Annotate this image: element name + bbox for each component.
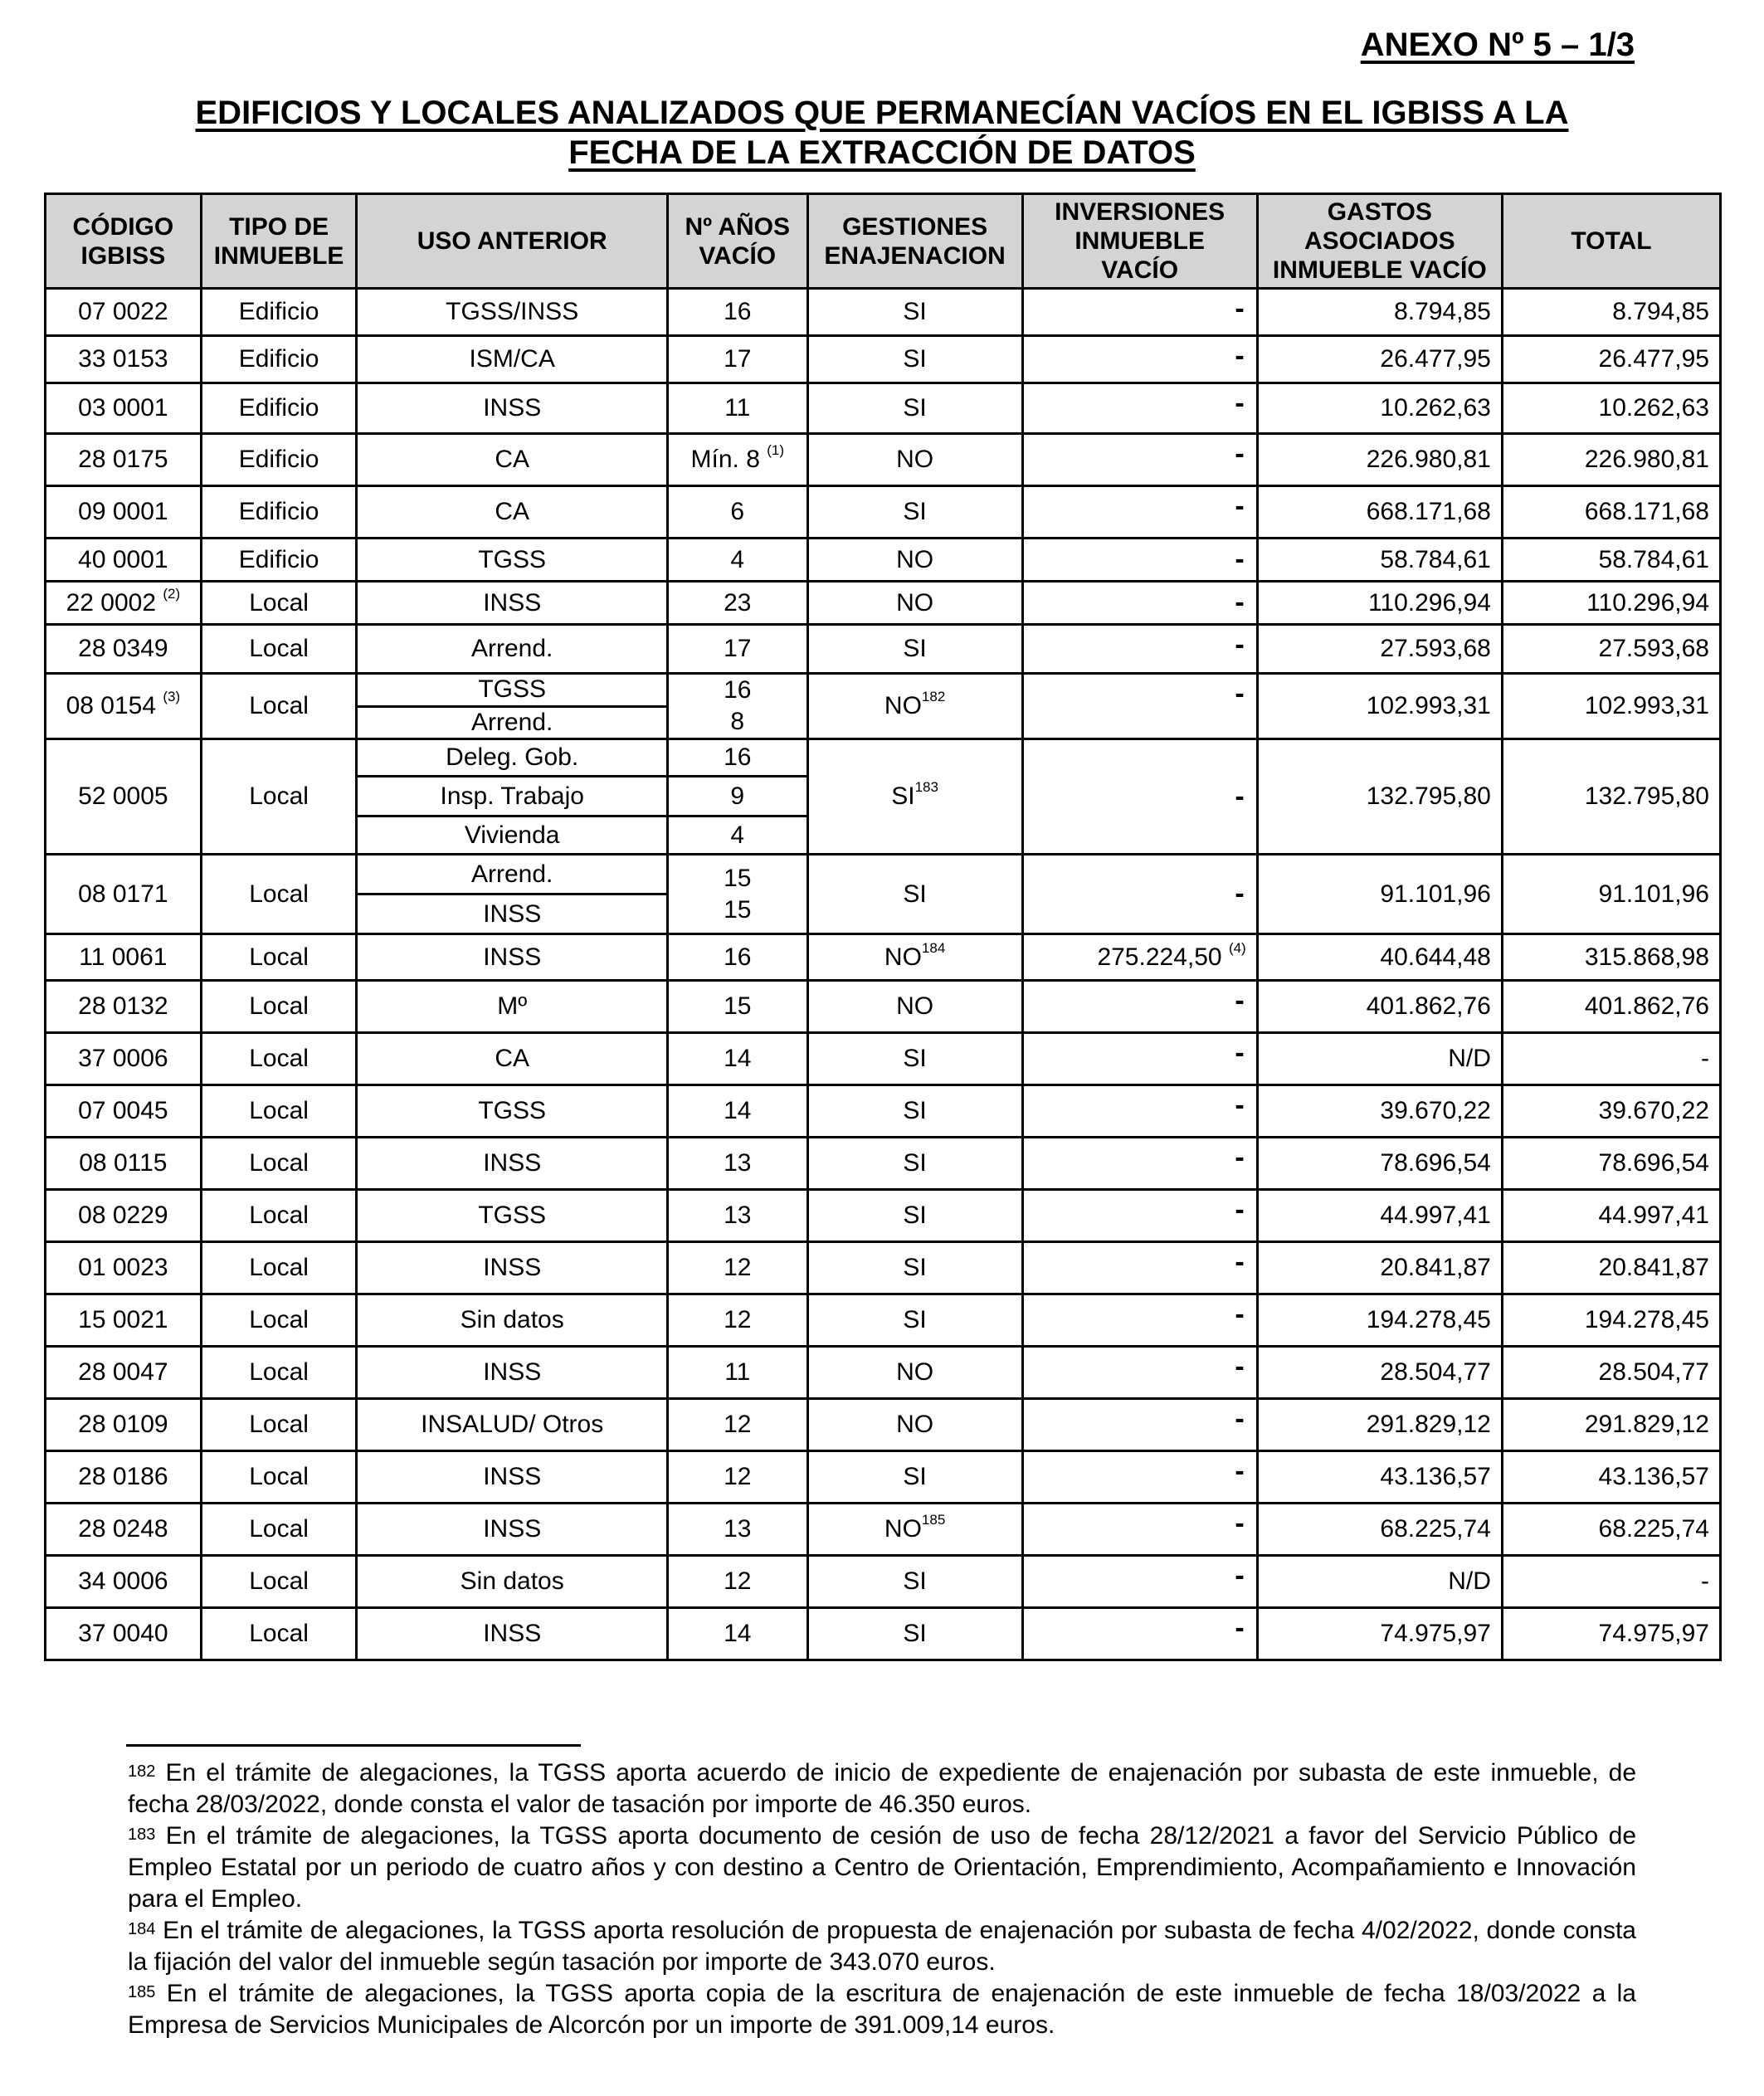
cell-gestiones: SI — [807, 336, 1022, 383]
cell-uso: CA — [357, 1033, 667, 1085]
cell-total: 28.504,77 — [1502, 1347, 1720, 1399]
table-row — [46, 582, 1721, 625]
footnote-ref: 185 — [921, 1512, 946, 1528]
cell-inversiones: - — [1022, 383, 1257, 434]
cell-tipo: Local — [201, 582, 357, 625]
cell-codigo: 28 0349 — [46, 625, 202, 674]
cell-tipo: Local — [201, 1556, 357, 1608]
cell-codigo: 09 0001 — [46, 486, 202, 539]
cell-codigo: 03 0001 — [46, 383, 202, 434]
cell-anos: 16 — [667, 289, 807, 336]
header-total: TOTAL — [1502, 194, 1720, 289]
cell-gastos: 26.477,95 — [1257, 336, 1502, 383]
cell-anos: 14 — [667, 1608, 807, 1660]
cell-uso: INSS — [357, 1608, 667, 1660]
table-row — [46, 289, 1721, 336]
footnote-183: $^{183}$ En el trámite de alegaciones, la TGSS aporta documento de cesión de uso de fecha 28/12/2021 a favor del Servicio Público de Empleo Estatal por un periodo de cuatro años y con destino a Centro de Orientación, Emprendimiento, Acompañamiento e Innovación para el Empleo. — [128, 1822, 1636, 1913]
cell-total: 91.101,96 — [1502, 855, 1720, 934]
cell-tipo: Local — [201, 1608, 357, 1660]
cell-anos: 13 — [667, 1138, 807, 1190]
header-gastos: GASTOS ASOCIADOS INMUEBLE VACÍO — [1257, 194, 1502, 289]
footnote-ref: (2) — [163, 585, 181, 602]
cell-gastos: 10.262,63 — [1257, 383, 1502, 434]
cell-uso: Arrend. — [357, 625, 667, 674]
cell-tipo: Local — [201, 739, 357, 855]
table-row — [46, 855, 1721, 894]
cell-inversiones: 275.224,50 $^{(4)}$ — [1022, 934, 1257, 981]
annex-label: ANEXO Nº 5 – 1/3 — [1360, 27, 1635, 63]
cell-codigo: 33 0153 — [46, 336, 202, 383]
cell-gastos: N/D — [1257, 1033, 1502, 1085]
table-row — [46, 1556, 1721, 1608]
cell-codigo: 15 0021 — [46, 1294, 202, 1347]
cell-anos: 12 — [667, 1556, 807, 1608]
header-anos: Nº AÑOS VACÍO — [667, 194, 807, 289]
cell-uso: TGSS — [357, 1190, 667, 1242]
cell-codigo: 28 0047 — [46, 1347, 202, 1399]
cell-codigo: 07 0045 — [46, 1085, 202, 1138]
cell-gastos: 226.980,81 — [1257, 434, 1502, 486]
cell-inversiones: - — [1022, 1399, 1257, 1451]
cell-gestiones: SI — [807, 625, 1022, 674]
cell-gastos: 291.829,12 — [1257, 1399, 1502, 1451]
cell-anos: 16 8 — [667, 674, 807, 739]
cell-inversiones: - — [1022, 336, 1257, 383]
cell-total: 44.997,41 — [1502, 1190, 1720, 1242]
cell-tipo: Local — [201, 855, 357, 934]
cell-inversiones: - — [1022, 539, 1257, 582]
cell-total: 401.862,76 — [1502, 981, 1720, 1033]
footnote-ref: (1) — [767, 442, 785, 458]
cell-gestiones: SI — [807, 855, 1022, 934]
cell-uso: INSS — [357, 383, 667, 434]
cell-gestiones: NO — [807, 434, 1022, 486]
cell-anos: 6 — [667, 486, 807, 539]
cell-inversiones: - — [1022, 289, 1257, 336]
cell-total: 102.993,31 — [1502, 674, 1720, 739]
cell-uso: TGSS/INSS — [357, 289, 667, 336]
cell-uso: TGSS — [357, 1085, 667, 1138]
cell-anos: 13 — [667, 1504, 807, 1556]
header-tipo: TIPO DE INMUEBLE — [201, 194, 357, 289]
table-row — [46, 434, 1721, 486]
cell-codigo: 34 0006 — [46, 1556, 202, 1608]
cell-uso: CA — [357, 486, 667, 539]
cell-uso: INSS — [357, 934, 667, 981]
cell-tipo: Edificio — [201, 539, 357, 582]
table-row — [46, 1608, 1721, 1660]
table-row — [46, 674, 1721, 707]
cell-tipo: Edificio — [201, 486, 357, 539]
cell-tipo: Local — [201, 1399, 357, 1451]
cell-total: 58.784,61 — [1502, 539, 1720, 582]
cell-uso: TGSS — [357, 674, 667, 707]
cell-codigo: 28 0175 — [46, 434, 202, 486]
cell-gastos: 110.296,94 — [1257, 582, 1502, 625]
cell-gastos: 8.794,85 — [1257, 289, 1502, 336]
table-row — [46, 1294, 1721, 1347]
cell-inversiones: - — [1022, 1504, 1257, 1556]
cell-tipo: Edificio — [201, 383, 357, 434]
cell-codigo: 37 0006 — [46, 1033, 202, 1085]
cell-total: - — [1502, 1556, 1720, 1608]
cell-gastos: 68.225,74 — [1257, 1504, 1502, 1556]
table-row — [46, 1242, 1721, 1294]
cell-anos: 17 — [667, 625, 807, 674]
cell-total: 68.225,74 — [1502, 1504, 1720, 1556]
cell-anos: 12 — [667, 1294, 807, 1347]
header-row — [46, 194, 1721, 289]
cell-total: 668.171,68 — [1502, 486, 1720, 539]
cell-anos: 14 — [667, 1085, 807, 1138]
cell-total: 132.795,80 — [1502, 739, 1720, 855]
cell-gastos: 102.993,31 — [1257, 674, 1502, 739]
cell-gastos: 39.670,22 — [1257, 1085, 1502, 1138]
cell-gestiones: SI — [807, 1451, 1022, 1504]
cell-tipo: Local — [201, 1138, 357, 1190]
footnotes — [128, 1757, 1636, 2041]
cell-total: 291.829,12 — [1502, 1399, 1720, 1451]
cell-uso: Vivienda — [357, 816, 667, 855]
cell-anos: 16 — [667, 739, 807, 777]
table-row — [46, 539, 1721, 582]
cell-tipo: Local — [201, 1451, 357, 1504]
footnote-ref: (3) — [163, 689, 181, 704]
footnote-ref: 182 — [921, 689, 946, 704]
cell-total: 20.841,87 — [1502, 1242, 1720, 1294]
cell-tipo: Local — [201, 934, 357, 981]
cell-inversiones: - — [1022, 1451, 1257, 1504]
cell-gastos: 132.795,80 — [1257, 739, 1502, 855]
cell-total: 43.136,57 — [1502, 1451, 1720, 1504]
cell-tipo: Local — [201, 1347, 357, 1399]
cell-total: 74.975,97 — [1502, 1608, 1720, 1660]
cell-codigo: 11 0061 — [46, 934, 202, 981]
cell-gastos: 401.862,76 — [1257, 981, 1502, 1033]
cell-tipo: Local — [201, 1242, 357, 1294]
cell-codigo: 52 0005 — [46, 739, 202, 855]
table-row — [46, 625, 1721, 674]
header-uso: USO ANTERIOR — [357, 194, 667, 289]
cell-anos: 11 — [667, 1347, 807, 1399]
cell-anos: 17 — [667, 336, 807, 383]
cell-codigo: 28 0248 — [46, 1504, 202, 1556]
table-row — [46, 1347, 1721, 1399]
footnote-ref: 183 — [914, 779, 938, 795]
footnote-rule — [126, 1744, 581, 1747]
page-title — [116, 93, 1648, 173]
cell-total: 39.670,22 — [1502, 1085, 1720, 1138]
cell-anos: 11 — [667, 383, 807, 434]
cell-gastos: 43.136,57 — [1257, 1451, 1502, 1504]
cell-codigo: 08 0171 — [46, 855, 202, 934]
cell-anos: 23 — [667, 582, 807, 625]
cell-anos: 13 — [667, 1190, 807, 1242]
table-row — [46, 1138, 1721, 1190]
cell-uso: Arrend. — [357, 855, 667, 894]
footnote-ref: (4) — [1228, 939, 1246, 956]
cell-inversiones: - — [1022, 625, 1257, 674]
cell-uso: Arrend. — [357, 706, 667, 739]
cell-gestiones: NO — [807, 981, 1022, 1033]
cell-uso: ISM/CA — [357, 336, 667, 383]
cell-uso: INSS — [357, 1504, 667, 1556]
cell-gestiones: SI — [807, 1085, 1022, 1138]
cell-inversiones: - — [1022, 486, 1257, 539]
table-row — [46, 1504, 1721, 1556]
cell-total: - — [1502, 1033, 1720, 1085]
cell-gestiones: SI — [807, 1190, 1022, 1242]
cell-tipo: Edificio — [201, 289, 357, 336]
cell-uso: Mº — [357, 981, 667, 1033]
table-row — [46, 336, 1721, 383]
cell-uso: INSS — [357, 1347, 667, 1399]
cell-gestiones: SI — [807, 1294, 1022, 1347]
cell-tipo: Edificio — [201, 336, 357, 383]
cell-total: 194.278,45 — [1502, 1294, 1720, 1347]
cell-inversiones: - — [1022, 1085, 1257, 1138]
cell-anos: 16 — [667, 934, 807, 981]
cell-total: 8.794,85 — [1502, 289, 1720, 336]
cell-inversiones: - — [1022, 1033, 1257, 1085]
header-codigo: CÓDIGO IGBISS — [46, 194, 202, 289]
header-gestiones: GESTIONES ENAJENACION — [807, 194, 1022, 289]
cell-gastos: 78.696,54 — [1257, 1138, 1502, 1190]
cell-gestiones: NO$^{185}$ — [807, 1504, 1022, 1556]
cell-codigo: 37 0040 — [46, 1608, 202, 1660]
table-row — [46, 739, 1721, 777]
cell-anos: 4 — [667, 539, 807, 582]
cell-gestiones: NO$^{184}$ — [807, 934, 1022, 981]
cell-uso: Deleg. Gob. — [357, 739, 667, 777]
header-inversiones: INVERSIONES INMUEBLE VACÍO — [1022, 194, 1257, 289]
buildings-table — [44, 193, 1722, 1661]
cell-gastos: 668.171,68 — [1257, 486, 1502, 539]
title-line-1: EDIFICIOS Y LOCALES ANALIZADOS QUE PERMANECÍAN VACÍOS EN EL IGBISS A LA — [195, 95, 1569, 131]
footnote-ref: 184 — [921, 939, 946, 956]
cell-uso: Sin datos — [357, 1294, 667, 1347]
cell-gastos: 194.278,45 — [1257, 1294, 1502, 1347]
cell-inversiones: - — [1022, 739, 1257, 855]
cell-anos: 14 — [667, 1033, 807, 1085]
cell-codigo: 01 0023 — [46, 1242, 202, 1294]
cell-tipo: Local — [201, 1294, 357, 1347]
table-row — [46, 383, 1721, 434]
cell-inversiones: - — [1022, 582, 1257, 625]
table-row — [46, 1399, 1721, 1451]
cell-total: 110.296,94 — [1502, 582, 1720, 625]
cell-codigo: 28 0132 — [46, 981, 202, 1033]
cell-codigo: 08 0154 $^{(3)}$ — [46, 674, 202, 739]
cell-codigo: 28 0186 — [46, 1451, 202, 1504]
cell-total: 315.868,98 — [1502, 934, 1720, 981]
title-line-2: FECHA DE LA EXTRACCIÓN DE DATOS — [568, 134, 1196, 171]
cell-total: 26.477,95 — [1502, 336, 1720, 383]
table-row — [46, 1033, 1721, 1085]
cell-total: 10.262,63 — [1502, 383, 1720, 434]
cell-gestiones: SI — [807, 1608, 1022, 1660]
cell-uso: INSS — [357, 1451, 667, 1504]
footnote-185: $^{185}$ En el trámite de alegaciones, la TGSS aporta copia de la escritura de enajenación de este inmueble de fecha 18/03/2022 a la Empresa de Servicios Municipales de Alcorcón por un importe de 391.009,14 euros. — [128, 1980, 1636, 2039]
cell-codigo: 40 0001 — [46, 539, 202, 582]
cell-gestiones: SI — [807, 1242, 1022, 1294]
cell-gestiones: SI — [807, 1033, 1022, 1085]
cell-uso: TGSS — [357, 539, 667, 582]
cell-inversiones: - — [1022, 1138, 1257, 1190]
cell-codigo: 07 0022 — [46, 289, 202, 336]
cell-gestiones: SI — [807, 289, 1022, 336]
table-row — [46, 1190, 1721, 1242]
cell-uso: INSS — [357, 582, 667, 625]
cell-gestiones: SI — [807, 1556, 1022, 1608]
cell-inversiones: - — [1022, 981, 1257, 1033]
cell-tipo: Local — [201, 1033, 357, 1085]
cell-gestiones: SI — [807, 1138, 1022, 1190]
cell-inversiones: - — [1022, 434, 1257, 486]
cell-uso: Insp. Trabajo — [357, 777, 667, 816]
cell-anos: 12 — [667, 1399, 807, 1451]
cell-gestiones: NO — [807, 539, 1022, 582]
footnote-182: $^{182}$ En el trámite de alegaciones, la TGSS aporta acuerdo de inicio de expediente de enajenación por subasta de este inmueble, de fecha 28/03/2022, donde consta el valor de tasación por importe de 46.350 euros. — [128, 1759, 1636, 1818]
cell-inversiones: - — [1022, 1608, 1257, 1660]
cell-tipo: Local — [201, 625, 357, 674]
footnote-184: $^{184}$ En el trámite de alegaciones, la TGSS aporta resolución de propuesta de enajenación por subasta de fecha 4/02/2022, donde consta la fijación del valor del inmueble según tasación por importe de 343.070 euros. — [128, 1917, 1636, 1976]
cell-gastos: 91.101,96 — [1257, 855, 1502, 934]
cell-inversiones: - — [1022, 1556, 1257, 1608]
cell-gastos: 58.784,61 — [1257, 539, 1502, 582]
cell-inversiones: - — [1022, 1294, 1257, 1347]
cell-tipo: Local — [201, 981, 357, 1033]
cell-gastos: 27.593,68 — [1257, 625, 1502, 674]
cell-anos: 12 — [667, 1451, 807, 1504]
table-row — [46, 486, 1721, 539]
cell-anos: 9 — [667, 777, 807, 816]
cell-anos: 15 15 — [667, 855, 807, 934]
cell-total: 27.593,68 — [1502, 625, 1720, 674]
cell-gastos: N/D — [1257, 1556, 1502, 1608]
cell-inversiones: - — [1022, 1190, 1257, 1242]
cell-uso: INSS — [357, 894, 667, 934]
cell-inversiones: - — [1022, 1347, 1257, 1399]
cell-gastos: 28.504,77 — [1257, 1347, 1502, 1399]
cell-inversiones: - — [1022, 1242, 1257, 1294]
cell-anos: 15 — [667, 981, 807, 1033]
cell-uso: INSS — [357, 1242, 667, 1294]
cell-gestiones: NO — [807, 582, 1022, 625]
cell-gastos: 44.997,41 — [1257, 1190, 1502, 1242]
cell-uso: INSS — [357, 1138, 667, 1190]
cell-total: 226.980,81 — [1502, 434, 1720, 486]
table-body-2 — [46, 981, 1721, 1660]
table-row — [46, 1085, 1721, 1138]
cell-gestiones: NO — [807, 1347, 1022, 1399]
cell-tipo: Edificio — [201, 434, 357, 486]
cell-uso: INSALUD/ Otros — [357, 1399, 667, 1451]
cell-anos: 4 — [667, 816, 807, 855]
cell-gestiones: SI — [807, 383, 1022, 434]
cell-uso: Sin datos — [357, 1556, 667, 1608]
cell-gastos: 74.975,97 — [1257, 1608, 1502, 1660]
cell-tipo: Local — [201, 1190, 357, 1242]
cell-gastos: 40.644,48 — [1257, 934, 1502, 981]
cell-tipo: Local — [201, 1085, 357, 1138]
cell-gestiones: NO — [807, 1399, 1022, 1451]
cell-gestiones: SI — [807, 486, 1022, 539]
cell-total: 78.696,54 — [1502, 1138, 1720, 1190]
cell-tipo: Local — [201, 1504, 357, 1556]
cell-codigo: 22 0002 $^{(2)}$ — [46, 582, 202, 625]
cell-inversiones: - — [1022, 855, 1257, 934]
cell-uso: CA — [357, 434, 667, 486]
cell-gestiones: NO$^{182}$ — [807, 674, 1022, 739]
cell-anos: Mín. 8 $^{(1)}$ — [667, 434, 807, 486]
cell-gastos: 20.841,87 — [1257, 1242, 1502, 1294]
cell-codigo: 28 0109 — [46, 1399, 202, 1451]
table-row — [46, 1451, 1721, 1504]
cell-codigo: 08 0229 — [46, 1190, 202, 1242]
table-row — [46, 981, 1721, 1033]
cell-tipo: Local — [201, 674, 357, 739]
cell-gestiones: SI$^{183}$ — [807, 739, 1022, 855]
table-row — [46, 934, 1721, 981]
cell-inversiones: - — [1022, 674, 1257, 739]
cell-codigo: 08 0115 — [46, 1138, 202, 1190]
cell-anos: 12 — [667, 1242, 807, 1294]
